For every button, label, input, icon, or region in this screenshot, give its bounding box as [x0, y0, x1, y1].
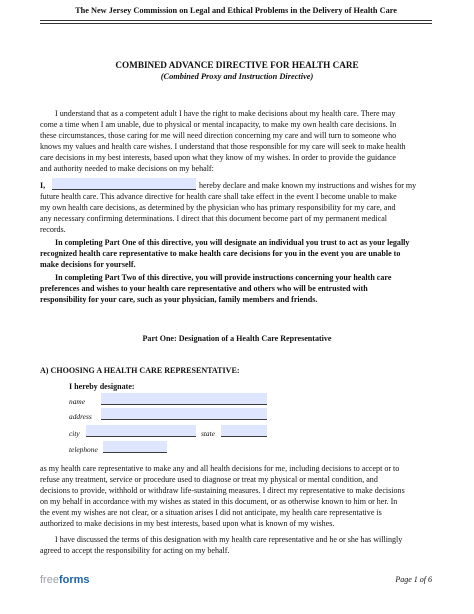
declaration-line: any necessary confirming determinations. I direct that this document become part of my permanent medical: [40, 214, 388, 223]
discussion-line: agreed to accept the responsibility for acting on my behalf.: [40, 546, 230, 555]
authority-line: refuse any treatment, service or procedure used to diagnose or treat my physical or mental condition, and: [40, 475, 378, 484]
declaration-prefix: I,: [40, 181, 46, 190]
authority-line: as my health care representative to make any and all health decisions for me, including decisions to accept or to: [40, 464, 400, 473]
declaration-line: my own health care decisions, as determined by the physician who has primary responsibility for my care, and: [40, 203, 396, 212]
part-two-intro-line: responsibility for your care, such as your physician, family members and friends.: [40, 295, 318, 304]
intro-line: come a time when I am unable, due to physical or mental incapacity, to make my own health care decisions. In: [40, 120, 397, 129]
representative-address-field[interactable]: [101, 408, 267, 420]
name-label: name: [69, 397, 86, 406]
declaration-line: records.: [40, 225, 66, 234]
representative-city-field[interactable]: [86, 425, 196, 437]
discussion-line: I have discussed the terms of this designation with my health care representative and he or she has willingly: [55, 535, 403, 544]
part-two-intro-line: In completing Part Two of this directive, you will provide instructions concerning your health care: [55, 273, 392, 282]
header-rule-thick: [40, 20, 432, 21]
declaration-line: hereby declare and make known my instructions and wishes for my: [199, 181, 417, 190]
part-one-intro-line: make decisions for yourself.: [40, 260, 136, 269]
declaration-line: future health care. This advance directive for health care shall take effect in the event I become unable to make: [40, 192, 397, 201]
authority-line: decisions to provide, withhold or withdraw life-sustaining measures. I direct my representative to make decisions: [40, 486, 405, 495]
page-number: Page 1 of 6: [395, 575, 432, 584]
authority-line: the event my wishes are not clear, or a situation arises I did not anticipate, my health care representative is: [40, 508, 382, 517]
intro-line: knows my values and health care wishes. I understand that those responsible for my care will seek to make health: [40, 142, 406, 151]
header-rule-thin: [40, 23, 432, 24]
document-title: COMBINED ADVANCE DIRECTIVE FOR HEALTH CARE: [115, 60, 359, 70]
intro-line: I understand that as a competent adult I have the right to make decisions about my health care. There may: [55, 109, 396, 118]
intro-line: and authority needed to make decisions on my behalf:: [40, 164, 214, 173]
document-subtitle: (Combined Proxy and Instruction Directive): [160, 72, 314, 81]
representative-telephone-field[interactable]: [103, 441, 167, 453]
declarant-name-field[interactable]: [52, 178, 196, 190]
section-a-heading: A) CHOOSING A HEALTH CARE REPRESENTATIVE:: [40, 366, 240, 375]
header-organization: The New Jersey Commission on Legal and Ethical Problems in the Delivery of Health Care: [75, 6, 397, 15]
representative-state-field[interactable]: [221, 425, 267, 437]
intro-line: these circumstances, those caring for me will need direction concerning my care and will turn to someone who: [40, 131, 397, 140]
designate-label: I hereby designate:: [69, 382, 135, 391]
freeforms-logo: [40, 573, 90, 587]
telephone-label: telephone: [69, 445, 98, 454]
part-one-intro-line: In completing Part One of this directive, you will designate an individual you trust to act as your legally: [55, 238, 410, 247]
logo-forms-text: forms: [58, 574, 90, 586]
part-one-intro-line: recognized health care representative to make health care decisions for you in the event you are unable to: [40, 249, 401, 258]
address-label: address: [69, 412, 92, 421]
authority-line: authorized to make decisions in my best interests, based upon what is known of my wishes.: [40, 519, 335, 528]
part-one-heading: Part One: Designation of a Health Care Representative: [142, 334, 332, 343]
representative-name-field[interactable]: [101, 393, 267, 405]
state-label: state: [201, 429, 215, 438]
city-label: city: [69, 429, 80, 438]
intro-line: care decisions in my best interests, based upon what they know of my wishes. In order to provide the guidance: [40, 153, 396, 162]
authority-line: on my behalf in accordance with my wishes as stated in this document, or as otherwise known to him or her. In: [40, 497, 398, 506]
logo-free-text: free: [40, 574, 59, 586]
part-two-intro-line: preferences and wishes to your health care representative and others who will be entrusted with: [40, 284, 368, 293]
